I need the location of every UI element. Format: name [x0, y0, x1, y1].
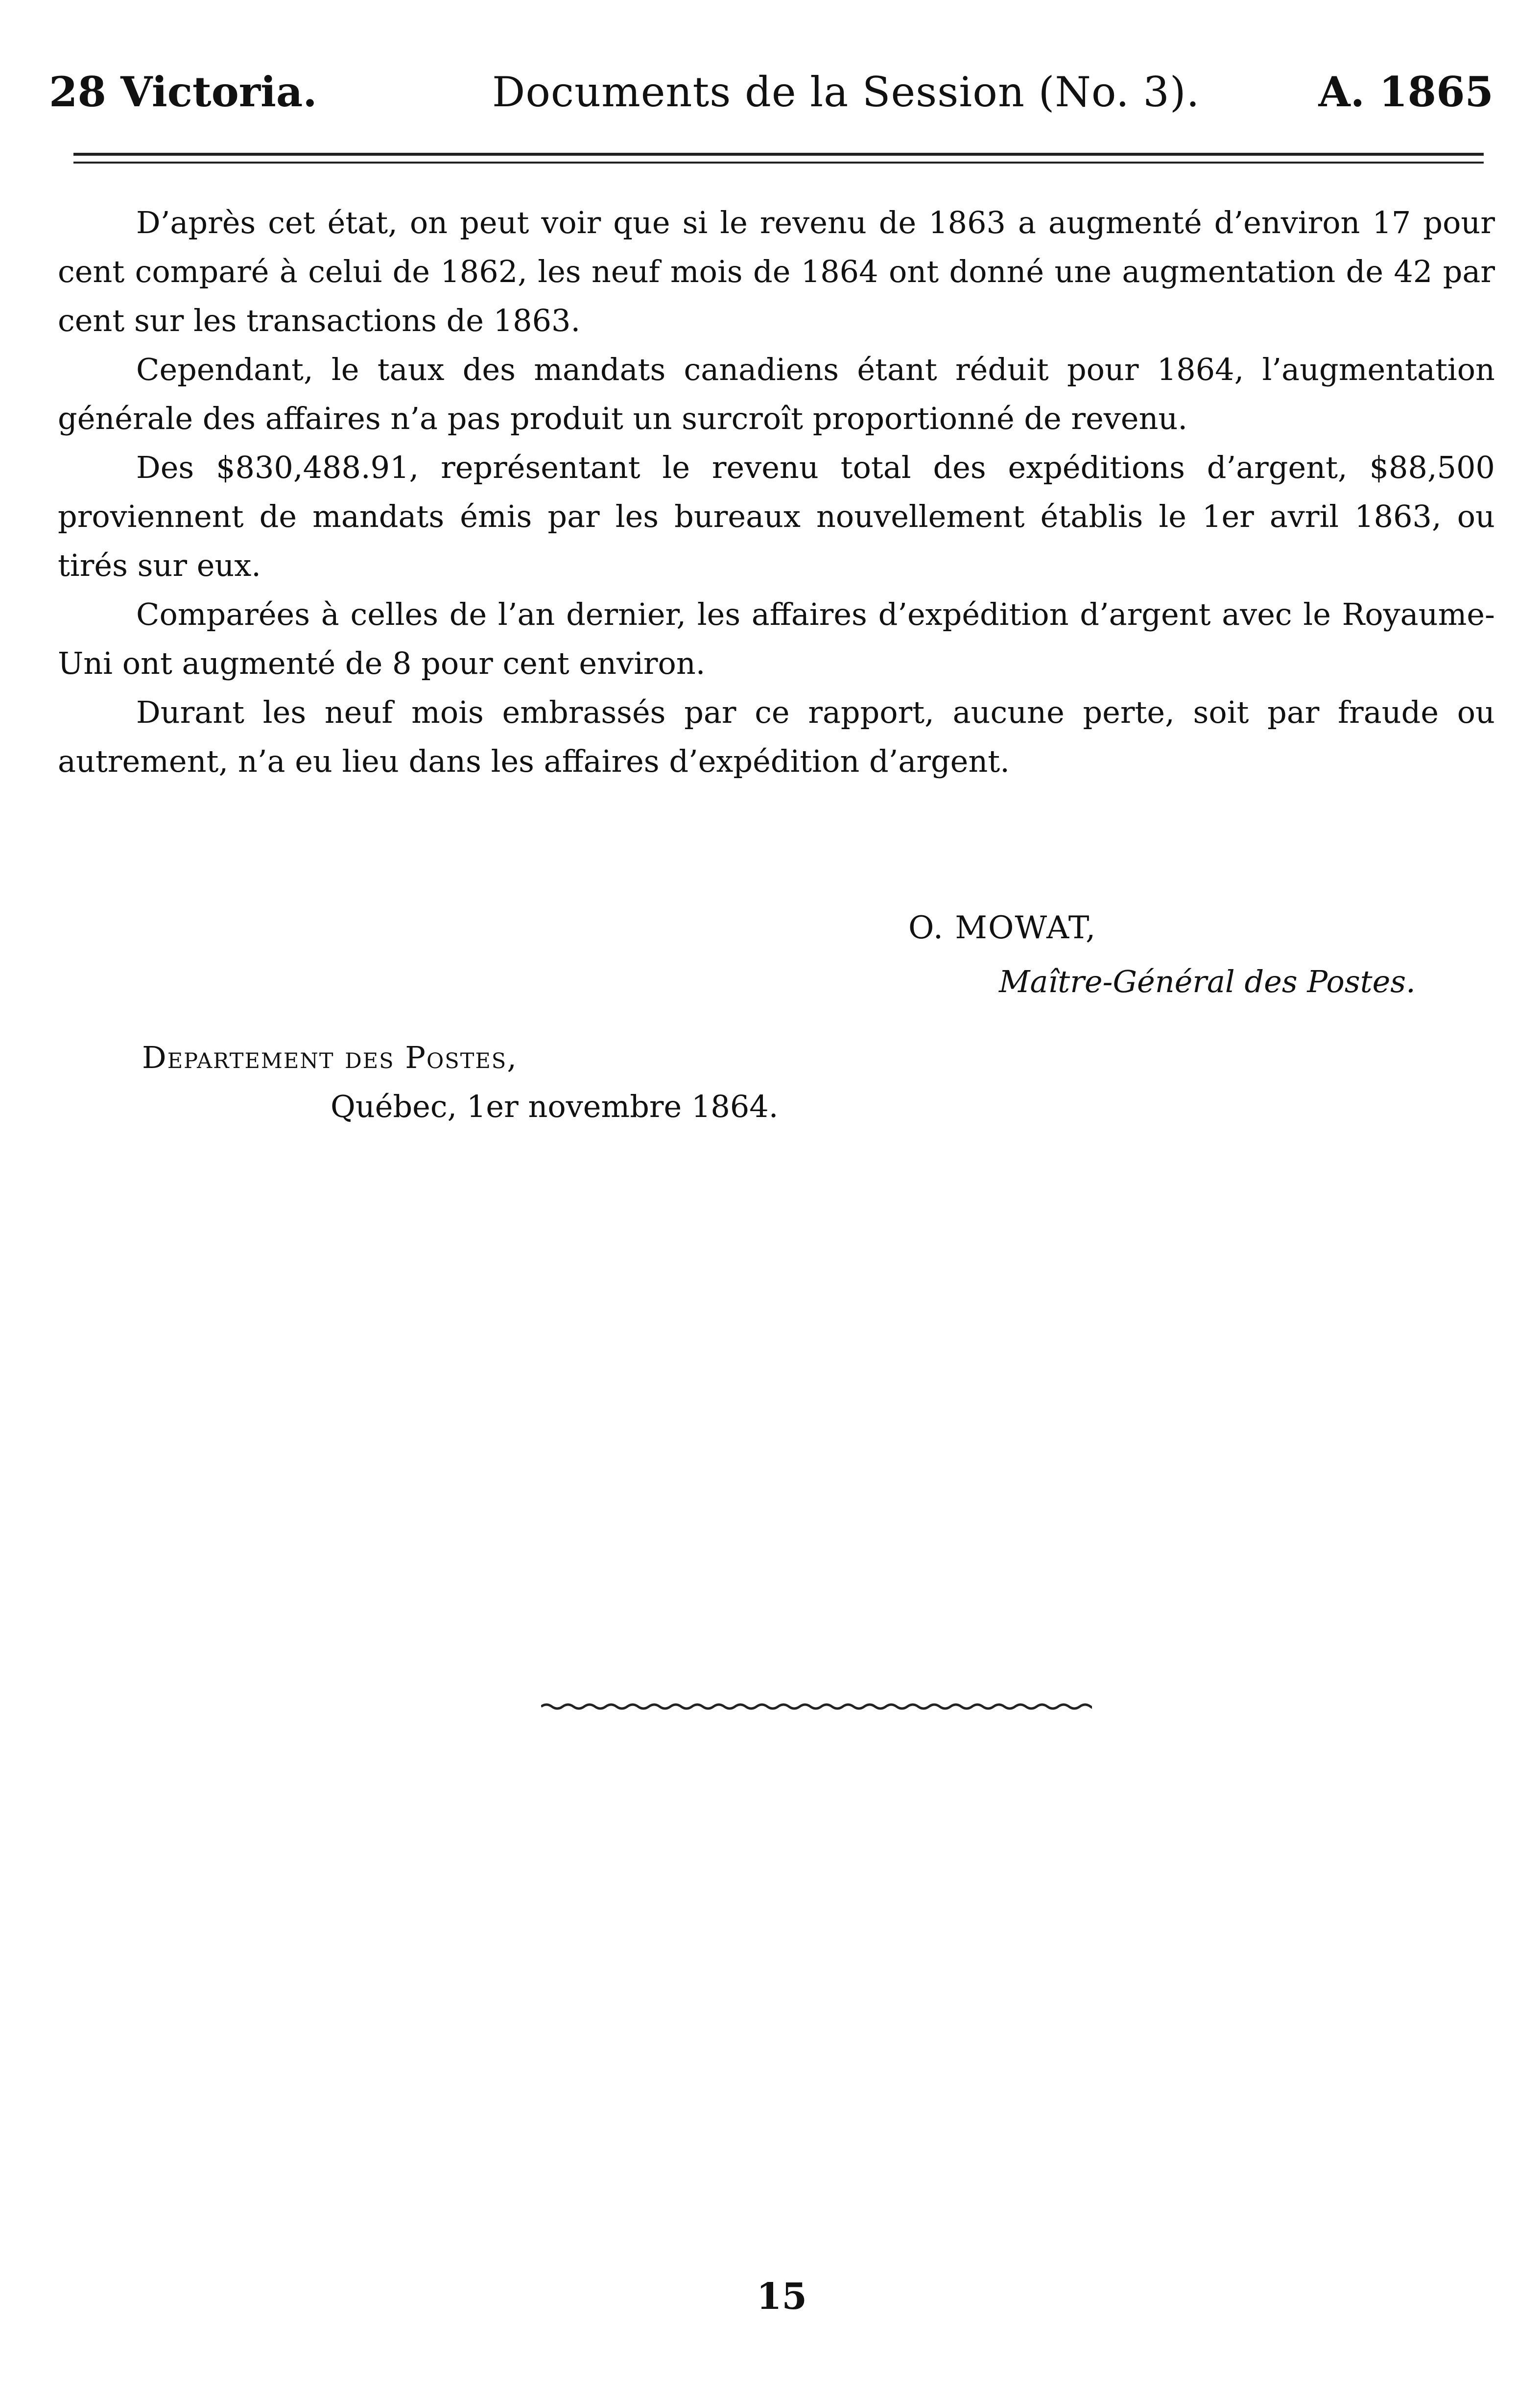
- paragraph-no-losses: Durant les neuf mois embrassés par ce rapport, aucune perte, soit par fraude ou autrement, n’a eu lieu dans les affaires d’expédition d’argent.: [58, 694, 1495, 779]
- running-header: [49, 63, 1493, 121]
- place-and-date: Québec, 1er novembre 1864.: [331, 1089, 779, 1124]
- header-left: 28 Victoria.: [49, 68, 317, 116]
- paragraph-total-revenue: Des $830,488.91, représentant le revenu total des expéditions d’argent, $88,500 proviennent de mandats émis par les bureaux nouvellement établis le 1er avril 1863, ou tirés sur eux.: [58, 450, 1495, 583]
- header-right: A. 1865: [1318, 68, 1493, 116]
- report-body: [58, 198, 1495, 786]
- paragraph-revenue-comparison: D’après cet état, on peut voir que si le revenu de 1863 a augmenté d’environ 17 pour cent comparé à celui de 1862, les neuf mois de 1864 ont donné une augmentation de 42 par cent sur les transactions de 1863.: [58, 205, 1495, 338]
- wavy-rule-icon: [541, 1697, 1092, 1716]
- signature-name: O. MOWAT,: [908, 910, 1097, 946]
- header-center: Documents de la Session (No. 3).: [492, 68, 1200, 116]
- header-rule-bottom: [73, 162, 1484, 164]
- page-number: 15: [757, 2276, 807, 2318]
- signature-title: Maître-Général des Postes.: [999, 964, 1416, 999]
- department-name: Departement des Postes,: [142, 1040, 518, 1075]
- paragraph-united-kingdom: Comparées à celles de l’an dernier, les affaires d’expédition d’argent avec le Royaume-Uni ont augmenté de 8 pour cent environ.: [58, 596, 1495, 681]
- header-rule-top: [73, 153, 1484, 156]
- paragraph-reduced-rate: Cependant, le taux des mandats canadiens étant réduit pour 1864, l’augmentation générale des affaires n’a pas produit un surcroît proportionné de revenu.: [58, 352, 1495, 436]
